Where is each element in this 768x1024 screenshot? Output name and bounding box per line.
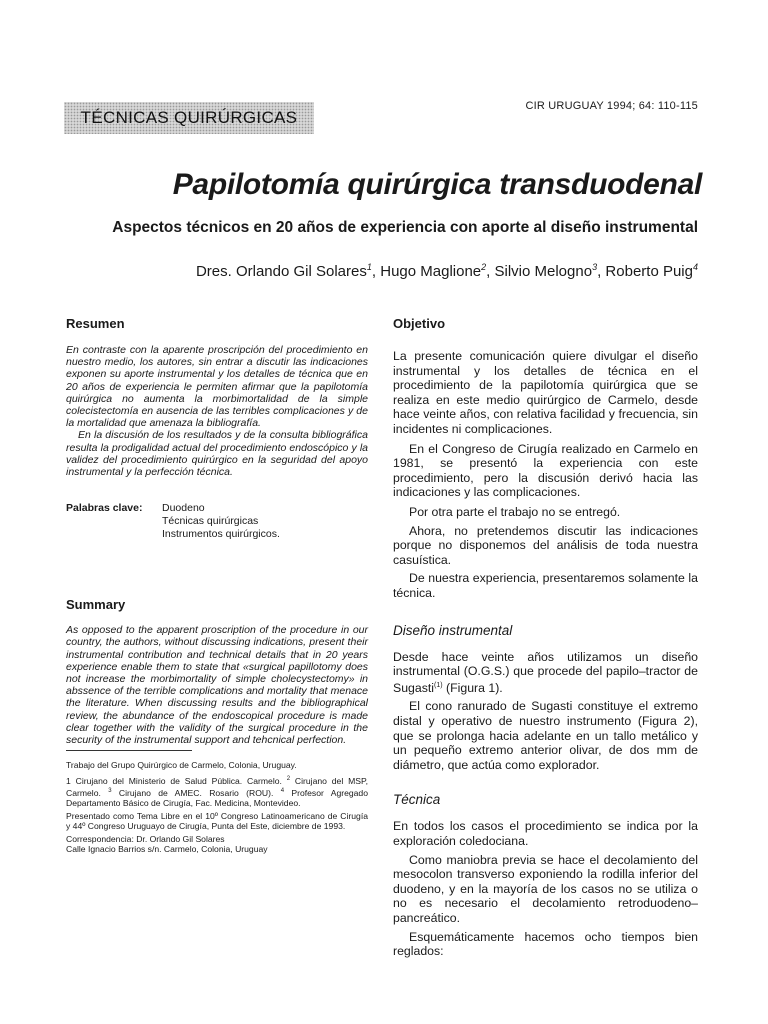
citation-mark: (1): [434, 681, 443, 689]
body-text: (Figura 1).: [442, 680, 503, 695]
author-name: Silvio Melogno: [494, 263, 593, 280]
keyword: Técnicas quirúrgicas: [162, 515, 259, 528]
keyword: Duodeno: [162, 502, 205, 515]
right-column: [393, 316, 698, 959]
section-tag: TÉCNICAS QUIRÚRGICAS: [64, 102, 314, 134]
tecnica-heading: Técnica: [393, 792, 441, 808]
left-column: [66, 316, 368, 854]
keywords-list: [162, 502, 368, 541]
body-paragraph: En el Congreso de Cirugía realizado en Carmelo en 1981, se presentó la experiencia con este procedimiento, pero la discusión derivó hacia las indicaciones y las complicaciones.: [393, 441, 698, 500]
footnote-text: Cirujano del MSP, Carmelo.: [66, 776, 368, 798]
summary-heading: Summary: [66, 597, 126, 613]
author-name: Orlando Gil Solares: [235, 263, 367, 280]
keyword: Instrumentos quirúrgicos.: [162, 528, 280, 541]
objetivo-heading: Objetivo: [393, 316, 446, 331]
author-list: Dres. Orlando Gil Solares$^1$, Hugo Maglione$^2$, Silvio Melogno$^3$, Roberto Puig$^4$: [195, 262, 698, 280]
body-paragraph: La presente comunicación quiere divulgar el diseño instrumental y los detalles de técnica en el procedimiento de la papilotomía quirúrgica que se realiza en este medio quirúrgico de Carmelo, desde hace veinte años, con relativa facilidad y frecuencia, sin incidentes ni complicaciones.: [393, 349, 698, 436]
summary-paragraph: As opposed to the apparent proscription of the procedure in our country, the authors, without discussing indications, present their instrumental contribution and technical details that in 20 years experience enable them to state that «surgical papillotomy does not increase the morbimortality of simple cholecystectomy» in abssence of the terrible complications and mortality that menace the literature. When discussing results and the bibliographical review, the abundance of the endoscopical procedure is made clear together with the validity of the surgical procedure in the security of the instrumental support and tehcnical perfection.: [66, 624, 368, 747]
body-paragraph: [393, 650, 698, 696]
author-affiliation: 4: [692, 262, 698, 272]
footnote-correspondence: Correspondencia: Dr. Orlando Gil Solares: [66, 833, 225, 844]
body-paragraph: Por otra parte el trabajo no se entregó.: [409, 504, 621, 519]
resumen-paragraph: En la discusión de los resultados y de la consulta bibliográfica resulta la prodigalidad actual del procedimiento endoscópico y la validez del procedimiento quirúrgico en la seguridad del apoyo instrumental y la perfección técnica.: [66, 429, 368, 479]
author-name: Hugo Maglione: [380, 263, 482, 280]
body-paragraph: De nuestra experiencia, presentaremos solamente la técnica.: [393, 571, 698, 600]
keywords-label: Palabras clave:: [66, 502, 143, 515]
article-subtitle: Aspectos técnicos en 20 años de experiencia con aporte al diseño instrumental: [112, 219, 698, 236]
body-paragraph: El cono ranurado de Sugasti constituye el extremo distal y operativo de nuestro instrumento (Figura 2), que se prolonga hacia adelante en un tallo metálico y un pequeño extremo anterior olivar, de dos mm de diámetro, que actúa como explorador.: [393, 699, 698, 772]
author-affiliation: 1: [366, 262, 372, 272]
body-paragraph: Esquemáticamente hacemos ocho tiempos bien reglados:: [393, 929, 698, 959]
diseno-heading: Diseño instrumental: [393, 622, 513, 638]
body-text: Desde hace veinte años utilizamos un diseño instrumental (O.G.S.) que procede del papilo–tractor de Sugasti: [393, 649, 698, 695]
body-paragraph: Como maniobra previa se hace el decolamiento del mesocolon transverso exponiendo la rodilla inferior del duodeno, y en la mayoría de los casos no se utiliza o no es necesario el decolamiento retroduodeno–pancreático.: [393, 852, 698, 925]
authors-prefix: Dres.: [195, 263, 236, 280]
footnote-text: Profesor Agregado Departamento Básico de Cirugía, Fac. Medicina, Montevideo.: [66, 787, 368, 808]
footnote-mark: 3: [108, 788, 112, 795]
footnote: Trabajo del Grupo Quirúrgico de Carmelo, Colonia, Uruguay.: [66, 760, 297, 771]
author-affiliation: 3: [592, 262, 598, 272]
resumen-paragraph: En contraste con la aparente proscripción del procedimiento en nuestro medio, los autores, sin entrar a discutir las indicaciones exponen su aporte instrumental y los detalles de técnica que en 20 años de experiencia le permiten afirmar que la papilotomía quirúrgica no aumenta la morbimortalidad de la simple colecistectomía en ausencia de las terribles complicaciones y de la mortalidad que amenaza la bibliografía.: [66, 344, 368, 430]
author-affiliation: 2: [481, 262, 487, 272]
footnote-mark: 2: [286, 776, 291, 783]
footnote-text: 1 Cirujano del Ministerio de Salud Pública. Carmelo.: [66, 776, 287, 787]
resumen-heading: Resumen: [66, 316, 125, 331]
article-title: Papilotomía quirúrgica transduodenal: [172, 168, 702, 201]
journal-citation: CIR URUGUAY 1994; 64: 110-115: [525, 100, 698, 112]
footnote-text: Cirujano de AMEC. Rosario (ROU).: [111, 787, 281, 798]
footnote-affiliations: [66, 774, 368, 808]
author-name: Roberto Puig: [605, 263, 693, 280]
footnote-address: Calle Ignacio Barrios s/n. Carmelo, Colonia, Uruguay: [66, 843, 268, 854]
keywords-block: [66, 502, 368, 541]
footnote: Presentado como Tema Libre en el 10º Congreso Latinoamericano de Cirugía y 44º Congreso Uruguayo de Cirugía, Punta del Este, diciembre de 1993.: [66, 810, 368, 831]
body-paragraph: En todos los casos el procedimiento se indica por la exploración coledociana.: [393, 819, 698, 848]
body-paragraph: Ahora, no pretendemos discutir las indicaciones porque no disponemos del análisis de toda nuestra casuística.: [393, 523, 698, 567]
footnote-mark: 4: [280, 788, 285, 795]
